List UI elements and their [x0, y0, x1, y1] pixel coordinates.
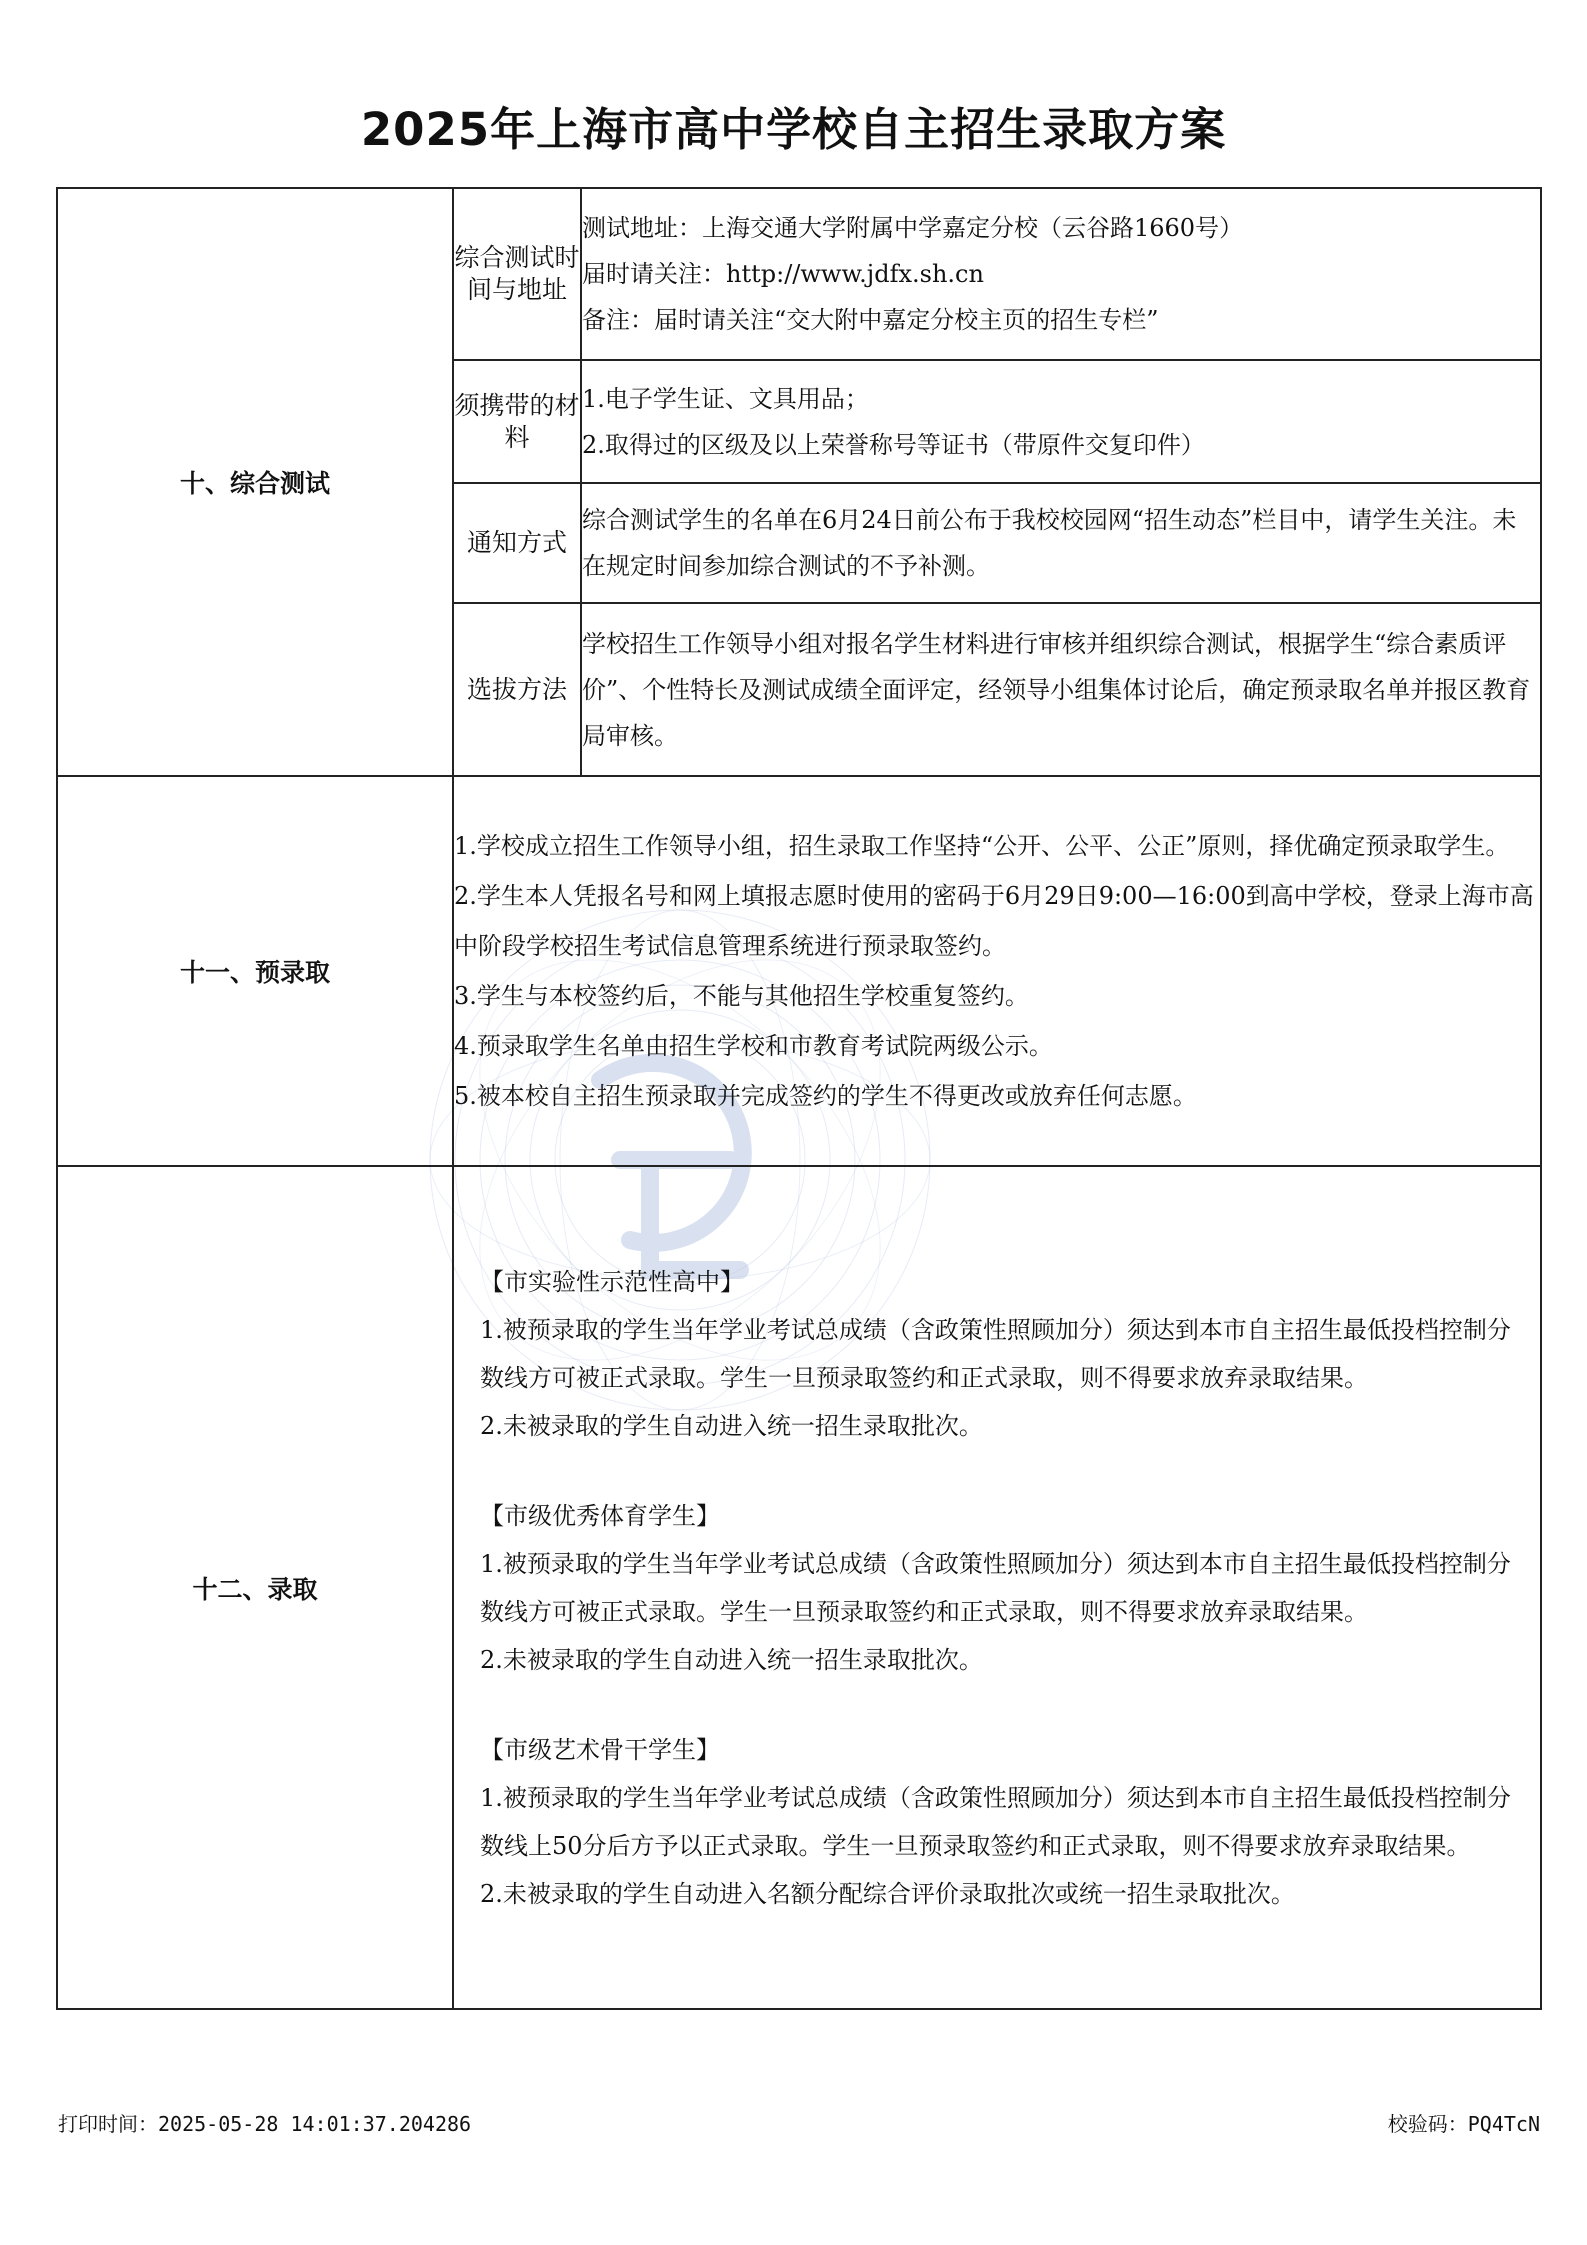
group-heading: 【市实验性示范性高中】 — [480, 1267, 744, 1296]
group-heading: 【市级优秀体育学生】 — [480, 1501, 720, 1530]
section-12-content — [453, 1166, 1541, 2009]
section-11-title: 十一、预录取 — [57, 776, 453, 1166]
content-line: 学校招生工作领导小组对报名学生材料进行审核并组织综合测试，根据学生“综合素质评价”、个性特长及测试成绩全面评定，经领导小组集体讨论后，确定预录取名单并报区教育局审核。 — [582, 629, 1531, 750]
content-line: 3.学生与本校签约后，不能与其他招生学校重复签约。 — [454, 982, 1029, 1010]
row-label-materials: 须携带的材料 — [453, 360, 581, 483]
row-content-selection-method — [581, 603, 1541, 776]
row-label-notification: 通知方式 — [453, 483, 581, 603]
row-label-test-time-address: 综合测试时间与地址 — [453, 188, 581, 360]
content-line: 1.被预录取的学生当年学业考试总成绩（含政策性照顾加分）须达到本市自主招生最低投档控制分数线方可被正式录取。学生一旦预录取签约和正式录取，则不得要求放弃录取结果。 — [480, 1549, 1511, 1626]
content-line: 备注：届时请关注“交大附中嘉定分校主页的招生专栏” — [582, 306, 1159, 334]
row-content-notification — [581, 483, 1541, 603]
content-line: 1.电子学生证、文具用品； — [582, 384, 869, 413]
print-time: 打印时间：2025-05-28 14:01:37.204286 — [58, 2112, 472, 2136]
group-heading: 【市级艺术骨干学生】 — [480, 1735, 720, 1764]
verify-code: 校验码：PQ4TcN — [1387, 2112, 1540, 2136]
content-line: 1.被预录取的学生当年学业考试总成绩（含政策性照顾加分）须达到本市自主招生最低投档控制分数线方可被正式录取。学生一旦预录取签约和正式录取，则不得要求放弃录取结果。 — [480, 1315, 1511, 1392]
section-11-content — [453, 776, 1541, 1166]
content-line: 2.未被录取的学生自动进入统一招生录取批次。 — [480, 1411, 983, 1440]
section-12-title: 十二、录取 — [57, 1166, 453, 2009]
content-line: 2.未被录取的学生自动进入名额分配综合评价录取批次或统一招生录取批次。 — [480, 1879, 1295, 1908]
content-line: 1.被预录取的学生当年学业考试总成绩（含政策性照顾加分）须达到本市自主招生最低投档控制分数线上50分后方予以正式录取。学生一旦预录取签约和正式录取，则不得要求放弃录取结果。 — [480, 1783, 1511, 1860]
row-content-materials — [581, 360, 1541, 483]
row-label-selection-method: 选拔方法 — [453, 603, 581, 776]
content-line: 5.被本校自主招生预录取并完成签约的学生不得更改或放弃任何志愿。 — [454, 1082, 1197, 1110]
admission-plan-table — [56, 187, 1542, 2010]
content-line: 届时请关注：http://www.jdfx.sh.cn — [582, 260, 984, 288]
content-line: 综合测试学生的名单在6月24日前公布于我校校园网“招生动态”栏目中，请学生关注。未在规定时间参加综合测试的不予补测。 — [582, 506, 1517, 580]
content-line: 4.预录取学生名单由招生学校和市教育考试院两级公示。 — [454, 1032, 1053, 1060]
content-line: 测试地址：上海交通大学附属中学嘉定分校（云谷路1660号） — [582, 214, 1244, 242]
content-line: 2.取得过的区级及以上荣誉称号等证书（带原件交复印件） — [582, 430, 1205, 459]
content-line: 2.学生本人凭报名号和网上填报志愿时使用的密码于6月29日9:00—16:00到高中学校，登录上海市高中阶段学校招生考试信息管理系统进行预录取签约。 — [454, 882, 1534, 960]
page-title: 2025年上海市高中学校自主招生录取方案 — [360, 103, 1227, 156]
section-10-title: 十、综合测试 — [57, 188, 453, 776]
row-content-test-time-address — [581, 188, 1541, 360]
content-line: 1.学校成立招生工作领导小组，招生录取工作坚持“公开、公平、公正”原则，择优确定预录取学生。 — [454, 832, 1510, 860]
content-line: 2.未被录取的学生自动进入统一招生录取批次。 — [480, 1645, 983, 1674]
